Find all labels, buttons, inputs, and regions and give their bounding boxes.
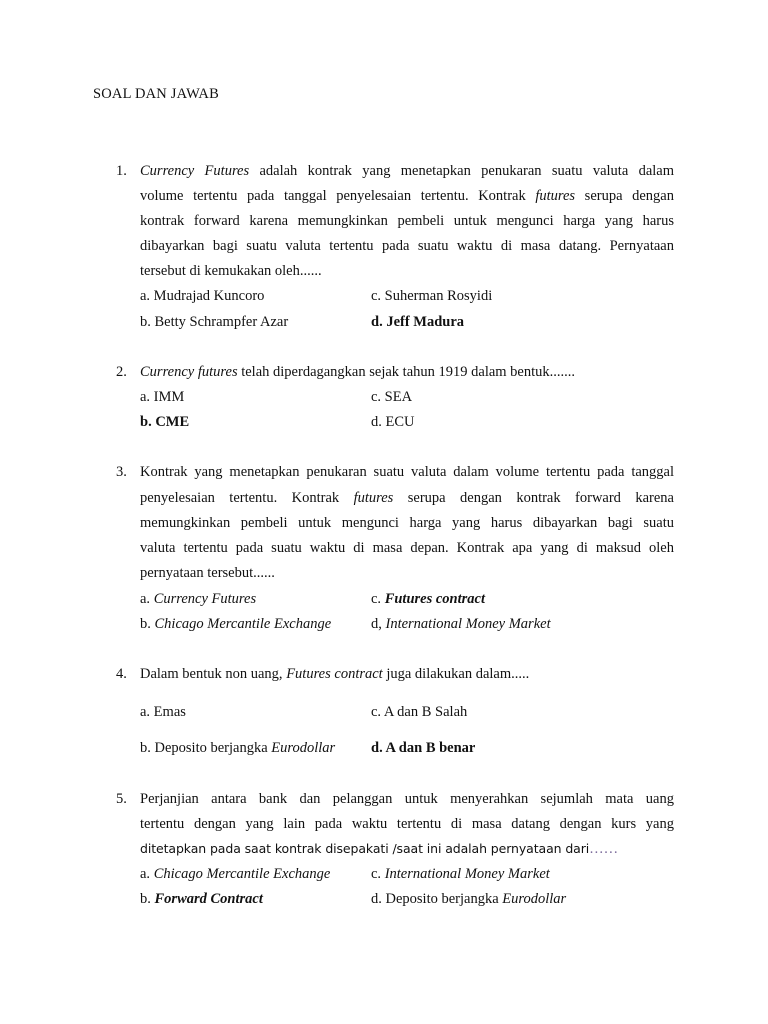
question-number: 3.	[116, 464, 127, 480]
option-a: a. Mudrajad Kuncoro	[140, 288, 265, 304]
question-text-line: penyelesaian tertentu. Kontrak futures serupa dengan kontrak forward karena	[140, 490, 674, 506]
page-title: SOAL DAN JAWAB	[93, 86, 219, 102]
option-c-answer: c. Futures contract	[371, 591, 485, 607]
question-text-line: valuta tertentu pada suatu waktu di masa depan. Kontrak apa yang di maksud oleh	[140, 540, 674, 556]
question-text-line: Currency Futures adalah kontrak yang menetapkan penukaran suatu valuta dalam	[140, 163, 675, 179]
option-d: d. Deposito berjangka Eurodollar	[371, 891, 567, 907]
question-text-line: kontrak forward karena memungkinkan pembeli untuk mengunci harga yang harus	[140, 213, 674, 229]
option-b: b. Deposito berjangka Eurodollar	[140, 740, 336, 756]
option-b: b. Chicago Mercantile Exchange	[140, 616, 332, 632]
question-text-line: dibayarkan bagi suatu valuta tertentu pada suatu waktu di masa datang. Pernyataan	[140, 238, 674, 254]
option-d: d. ECU	[371, 414, 415, 430]
question-text-line: Kontrak yang menetapkan penukaran suatu valuta dalam volume tertentu pada tanggal	[140, 464, 674, 480]
option-d-answer: d. A dan B benar	[371, 740, 476, 756]
question-text-line: Perjanjian antara bank dan pelanggan untuk menyerahkan sejumlah mata uang	[140, 791, 674, 807]
option-a: a. Currency Futures	[140, 591, 257, 607]
option-b: b. Betty Schrampfer Azar	[140, 314, 289, 330]
option-b-answer: b. CME	[140, 414, 190, 430]
option-c: c. Suherman Rosyidi	[371, 288, 493, 304]
option-c: c. SEA	[371, 389, 413, 405]
option-b-answer: b. Forward Contract	[140, 891, 263, 907]
question-number: 1.	[116, 163, 127, 179]
question-text-line: pernyataan tersebut......	[140, 565, 275, 581]
question-text-line: tertentu dengan yang lain pada waktu tertentu di masa datang dengan kurs yang	[140, 816, 674, 832]
question-number: 4.	[116, 666, 127, 682]
question-text-line: volume tertentu pada tanggal penyelesaian tertentu. Kontrak futures serupa dengan	[140, 188, 674, 204]
question-text-line: ditetapkan pada saat kontrak disepakati /saat ini adalah pernyataan dari……	[140, 841, 619, 857]
option-a: a. Chicago Mercantile Exchange	[140, 866, 331, 882]
question-text-line: tersebut di kemukakan oleh......	[140, 263, 322, 279]
option-a: a. IMM	[140, 389, 185, 405]
option-c: c. A dan B Salah	[371, 704, 468, 720]
question-number: 2.	[116, 364, 127, 380]
question-text-line: Dalam bentuk non uang, Futures contract juga dilakukan dalam.....	[140, 666, 530, 682]
option-d: d, International Money Market	[371, 616, 551, 632]
option-c: c. International Money Market	[371, 866, 550, 882]
option-d-answer: d. Jeff Madura	[371, 314, 465, 330]
question-text-line: memungkinkan pembeli untuk mengunci harga yang harus dibayarkan bagi suatu	[140, 515, 674, 531]
question-number: 5.	[116, 791, 127, 807]
question-text-line: Currency futures telah diperdagangkan sejak tahun 1919 dalam bentuk.......	[140, 364, 576, 380]
option-a: a. Emas	[140, 704, 186, 720]
